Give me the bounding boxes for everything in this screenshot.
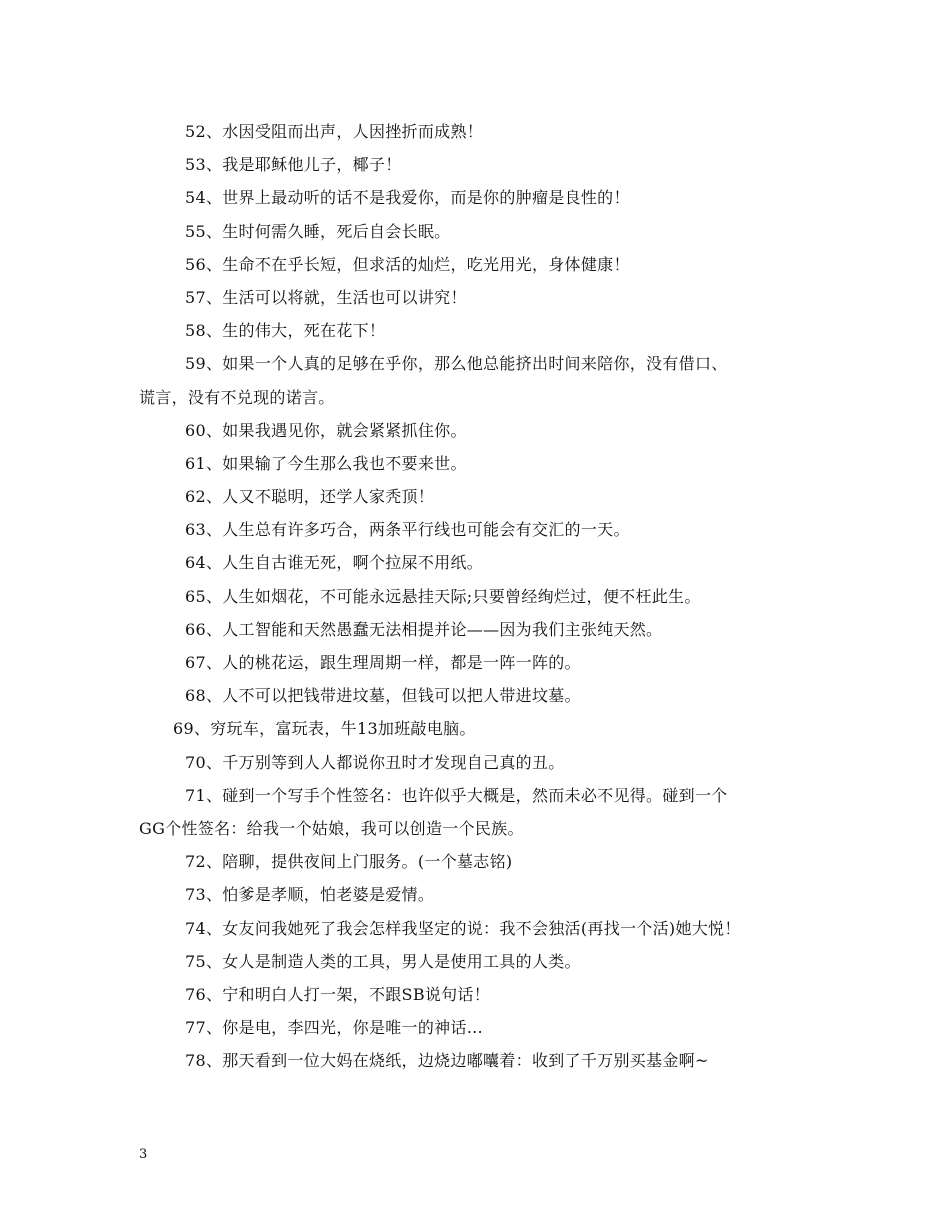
- text-line: 68、人不可以把钱带进坟墓，但钱可以把人带进坟墓。: [185, 686, 581, 706]
- text-line: 谎言，没有不兑现的诺言。: [139, 387, 335, 407]
- text-line: 55、生时何需久睡，死后自会长眠。: [185, 221, 451, 241]
- text-line: 53、我是耶稣他儿子，椰子！: [185, 155, 402, 175]
- text-line: 63、人生总有许多巧合，两条平行线也可能会有交汇的一天。: [185, 520, 630, 540]
- text-line: 64、人生自古谁无死，啊个拉屎不用纸。: [185, 553, 484, 573]
- text-line: 52、水因受阻而出声，人因挫折而成熟！: [185, 122, 484, 141]
- text-line: 61、如果输了今生那么我也不要来世。: [185, 453, 467, 473]
- text-line: 73、怕爹是孝顺，怕老婆是爱情。: [185, 885, 435, 905]
- text-line: 67、人的桃花运，跟生理周期一样，都是一阵一阵的。: [185, 653, 581, 672]
- text-line: 56、生命不在乎长短，但求活的灿烂，吃光用光，身体健康！: [185, 254, 630, 274]
- text-line: 59、如果一个人真的足够在乎你，那么他总能挤出时间来陪你，没有借口、: [185, 354, 728, 374]
- text-line: 76、宁和明白人打一架，不跟SB说句话！: [185, 984, 491, 1004]
- text-line: 78、那天看到一位大妈在烧纸，边烧边嘟囔着：收到了千万别买基金啊~: [185, 1051, 709, 1071]
- text-line: 66、人工智能和天然愚蠢无法相提并论——因为我们主张纯天然。: [185, 619, 663, 639]
- text-line: 54、世界上最动听的话不是我爱你，而是你的肿瘤是良性的！: [185, 188, 630, 208]
- text-line: 65、人生如烟花，不可能永远悬挂天际;只要曾经绚烂过，便不枉此生。: [185, 586, 701, 606]
- text-line: 69、穷玩车，富玩表，牛13加班敲电脑。: [173, 719, 476, 739]
- text-line: GG个性签名：给我一个姑娘，我可以创造一个民族。: [139, 818, 524, 838]
- text-line: 75、女人是制造人类的工具，男人是使用工具的人类。: [185, 951, 581, 971]
- text-line: 77、你是电，李四光，你是唯一的神话…: [185, 1018, 484, 1038]
- text-line: 74、女友问我她死了我会怎样我坚定的说：我不会独活(再找一个活)她大悦！: [185, 918, 741, 938]
- text-line: 62、人又不聪明，还学人家秃顶！: [185, 487, 435, 507]
- text-line: 71、碰到一个写手个性签名：也许似乎大概是，然而未必不见得。碰到一个: [185, 785, 728, 805]
- text-line: 60、如果我遇见你，就会紧紧抓住你。: [185, 420, 467, 440]
- text-line: 57、生活可以将就，生活也可以讲究！: [185, 287, 467, 307]
- text-line: 70、千万别等到人人都说你丑时才发现自己真的丑。: [185, 752, 565, 772]
- page-number: 3: [139, 1147, 148, 1162]
- text-line: 58、生的伟大，死在花下！: [185, 321, 386, 341]
- document-body: [139, 115, 819, 1077]
- text-line: 72、陪聊，提供夜间上门服务。(一个墓志铭): [185, 852, 513, 872]
